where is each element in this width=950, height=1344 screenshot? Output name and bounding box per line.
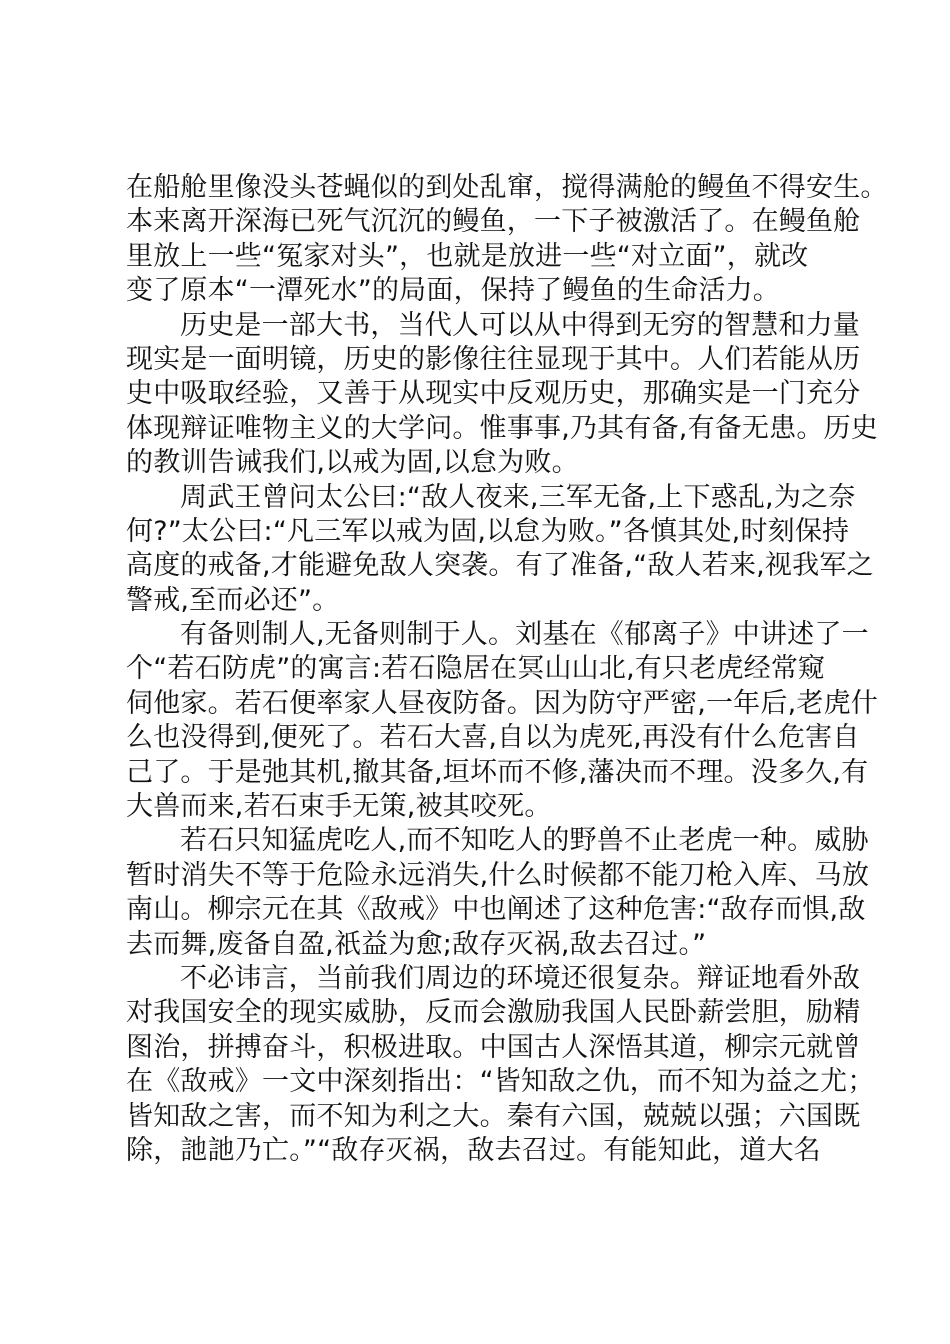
- text-line: 个“若石防虎”的寓言:若石隐居在冥山山北,有只老虎经常窥: [126, 653, 826, 685]
- text-line: 去而舞,废备自盈,祇益为愈;敌存灭祸,敌去召过。”: [126, 928, 707, 960]
- text-line: 的教训告诫我们,以戒为固,以怠为败。: [126, 447, 579, 479]
- text-line: 何?”太公曰:“凡三军以戒为固,以怠为败。”各慎其处,时刻保持: [126, 515, 850, 547]
- text-line: 伺他家。若石便率家人昼夜防备。因为防守严密,一年后,老虎什: [126, 687, 878, 719]
- body-text: [126, 171, 888, 1168]
- paragraph-first-line: 周武王曾问太公曰:“敌人夜来,三军无备,上下惑乱,为之奈: [180, 481, 856, 513]
- text-line: 么也没得到,便死了。若石大喜,自以为虎死,再没有什么危害自: [126, 722, 860, 754]
- text-line: 体现辩证唯物主义的大学问。惟事事,乃其有备,有备无患。历史: [126, 412, 878, 444]
- text-line: 本来离开深海已死气沉沉的鳗鱼，一下子被激活了。在鳗鱼舱: [126, 206, 861, 238]
- text-line: 现实是一面明镜，历史的影像往往显现于其中。人们若能从历: [126, 343, 861, 375]
- text-line: 里放上一些“冤家对头”，也就是放进一些“对立面”，就改: [126, 240, 809, 272]
- text-line: 对我国安全的现实威胁，反而会激励我国人民卧薪尝胆，励精: [126, 997, 861, 1029]
- text-line: 在船舱里像没头苍蝇似的到处乱窜，搅得满舱的鳗鱼不得安生。: [126, 172, 888, 203]
- text-line: 高度的戒备,才能避免敌人突袭。有了准备,“敌人若来,视我军之: [126, 550, 874, 582]
- text-line: 己了。于是弛其机,撤其备,垣坏而不修,藩决而不理。没多久,有: [126, 756, 869, 788]
- paragraph-first-line: 不必讳言，当前我们周边的环境还很复杂。辩证地看外敌: [180, 962, 860, 994]
- text-line: 警戒,至而必还”。: [126, 584, 340, 616]
- paragraph-first-line: 若石只知猛虎吃人,而不知吃人的野兽不止老虎一种。威胁: [180, 825, 869, 857]
- text-line: 南山。柳宗元在其《敌戒》中也阐述了这种危害:“敌存而惧,敌: [126, 894, 866, 926]
- text-line: 在《敌戒》一文中深刻指出：“皆知敌之仇，而不知为益之尤；: [126, 1066, 875, 1098]
- text-line: 大兽而来,若石束手无策,被其咬死。: [126, 791, 552, 823]
- text-line: 暂时消失不等于危险永远消失,什么时候都不能刀枪入库、马放: [126, 859, 870, 891]
- paragraph-first-line: 历史是一部大书，当代人可以从中得到无穷的智慧和力量: [180, 309, 860, 341]
- text-line: 图治，拼搏奋斗，积极进取。中国古人深悟其道，柳宗元就曾: [126, 1031, 861, 1063]
- text-line: 史中吸取经验，又善于从现实中反观历史，那确实是一门充分: [126, 378, 861, 410]
- text-line: 皆知敌之害，而不知为利之大。秦有六国，兢兢以强；六国既: [126, 1100, 861, 1132]
- paragraph-first-line: 有备则制人,无备则制于人。刘基在《郁离子》中讲述了一: [180, 619, 869, 651]
- text-line: 除，訑訑乃亡。”“敌存灭祸，敌去召过。有能知此，道大名: [126, 1134, 821, 1166]
- text-line: 变了原本“一潭死水”的局面，保持了鳗鱼的生命活力。: [126, 275, 780, 307]
